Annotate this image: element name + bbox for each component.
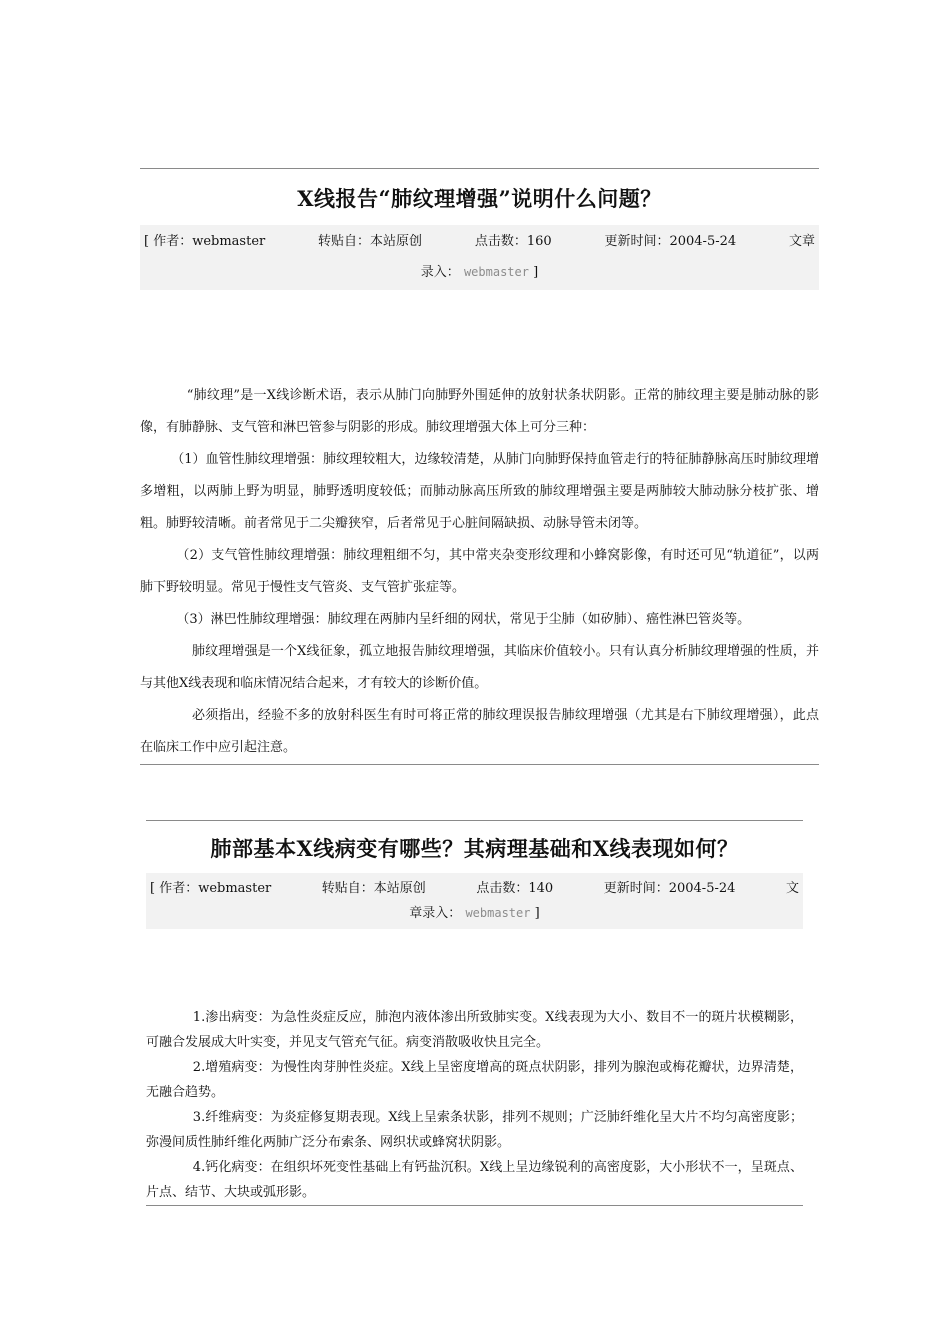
article-title: 肺部基本X线病变有哪些？其病理基础和X线表现如何？: [210, 836, 739, 861]
meta-close-bracket: ]: [533, 265, 539, 280]
article-body: [140, 380, 819, 764]
article-meta: [140, 225, 819, 290]
entry-prefix: 文: [785, 881, 799, 896]
article-2: [146, 820, 803, 1206]
paragraph: （2）支气管性肺纹理增强：肺纹理粗细不匀，其中常夹杂变形纹理和小蜂窝影像，有时还可见“轨道征”，以两肺下野较明显。常见于慢性支气管炎、支气管扩张症等。: [140, 548, 819, 595]
hits-field: 点击数：160: [474, 234, 552, 249]
top-divider: [140, 168, 819, 169]
paragraph: “肺纹理”是一X线诊断术语，表示从肺门向肺野外围延伸的放射状条状阴影。正常的肺纹理主要是肺动脉的影像，有肺静脉、支气管和淋巴管参与阴影的形成。肺纹理增强大体上可分三种：: [140, 388, 819, 435]
entry-label: 录入：: [420, 265, 460, 280]
updated-field: 更新时间：2004-5-24: [604, 234, 737, 249]
paragraph: 3.纤维病变：为炎症修复期表现。X线上呈索条状影，排列不规则；广泛肺纤维化呈大片不均匀高密度影；弥漫间质性肺纤维化两肺广泛分布索条、网织状或蜂窝状阴影。: [146, 1110, 803, 1150]
article-1: [140, 168, 819, 765]
bottom-divider: [140, 764, 819, 765]
paragraph: 4.钙化病变：在组织坏死变性基础上有钙盐沉积。X线上呈边缘锐利的高密度影，大小形状不一，呈斑点、片点、结节、大块或弧形影。: [146, 1160, 803, 1200]
entry-prefix: 文章: [788, 234, 815, 249]
bottom-divider: [146, 1205, 803, 1206]
article-body: [146, 1005, 803, 1205]
paragraph: 肺纹理增强是一个X线征象，孤立地报告肺纹理增强，其临床价值较小。只有认真分析肺纹理增强的性质，并与其他X线表现和临床情况结合起来，才有较大的诊断价值。: [140, 644, 819, 691]
top-divider: [146, 820, 803, 821]
author-field: [ 作者：webmaster: [150, 881, 272, 896]
entry-user-link[interactable]: webmaster: [463, 265, 529, 279]
article-meta: [146, 873, 803, 929]
entry-label: 章录入：: [409, 906, 462, 921]
article-title: X线报告“肺纹理增强”说明什么问题？: [297, 186, 662, 211]
source-field: 转贴自：本站原创: [318, 234, 423, 249]
updated-field: 更新时间：2004-5-24: [603, 881, 736, 896]
paragraph: 必须指出，经验不多的放射科医生有时可将正常的肺纹理误报告肺纹理增强（尤其是右下肺纹理增强），此点在临床工作中应引起注意。: [140, 708, 819, 755]
source-field: 转贴自：本站原创: [321, 881, 426, 896]
entry-user-link[interactable]: webmaster: [465, 906, 531, 920]
paragraph: （3）淋巴性肺纹理增强：肺纹理在两肺内呈纤细的网状，常见于尘肺（如矽肺）、癌性淋巴管炎等。: [176, 612, 751, 627]
paragraph: （1）血管性肺纹理增强：肺纹理较粗大，边缘较清楚，从肺门向肺野保持血管走行的特征肺静脉高压时肺纹理增多增粗，以两肺上野为明显，肺野透明度较低；而肺动脉高压所致的肺纹理增强主要是两肺较大肺动脉分枝扩张、增粗。肺野较清晰。前者常见于二尖瓣狭窄，后者常见于心脏间隔缺损、动脉导管未闭等。: [140, 452, 819, 531]
meta-close-bracket: ]: [534, 906, 540, 921]
paragraph: 1.渗出病变：为急性炎症反应，肺泡内液体渗出所致肺实变。X线表现为大小、数目不一的斑片状模糊影，可融合发展成大叶实变，并见支气管充气征。病变消散吸收快且完全。: [146, 1010, 803, 1050]
hits-field: 点击数：140: [476, 881, 554, 896]
author-field: [ 作者：webmaster: [144, 234, 266, 249]
paragraph: 2.增殖病变：为慢性肉芽肿性炎症。X线上呈密度增高的斑点状阴影，排列为腺泡或梅花瓣状，边界清楚，无融合趋势。: [146, 1060, 803, 1100]
